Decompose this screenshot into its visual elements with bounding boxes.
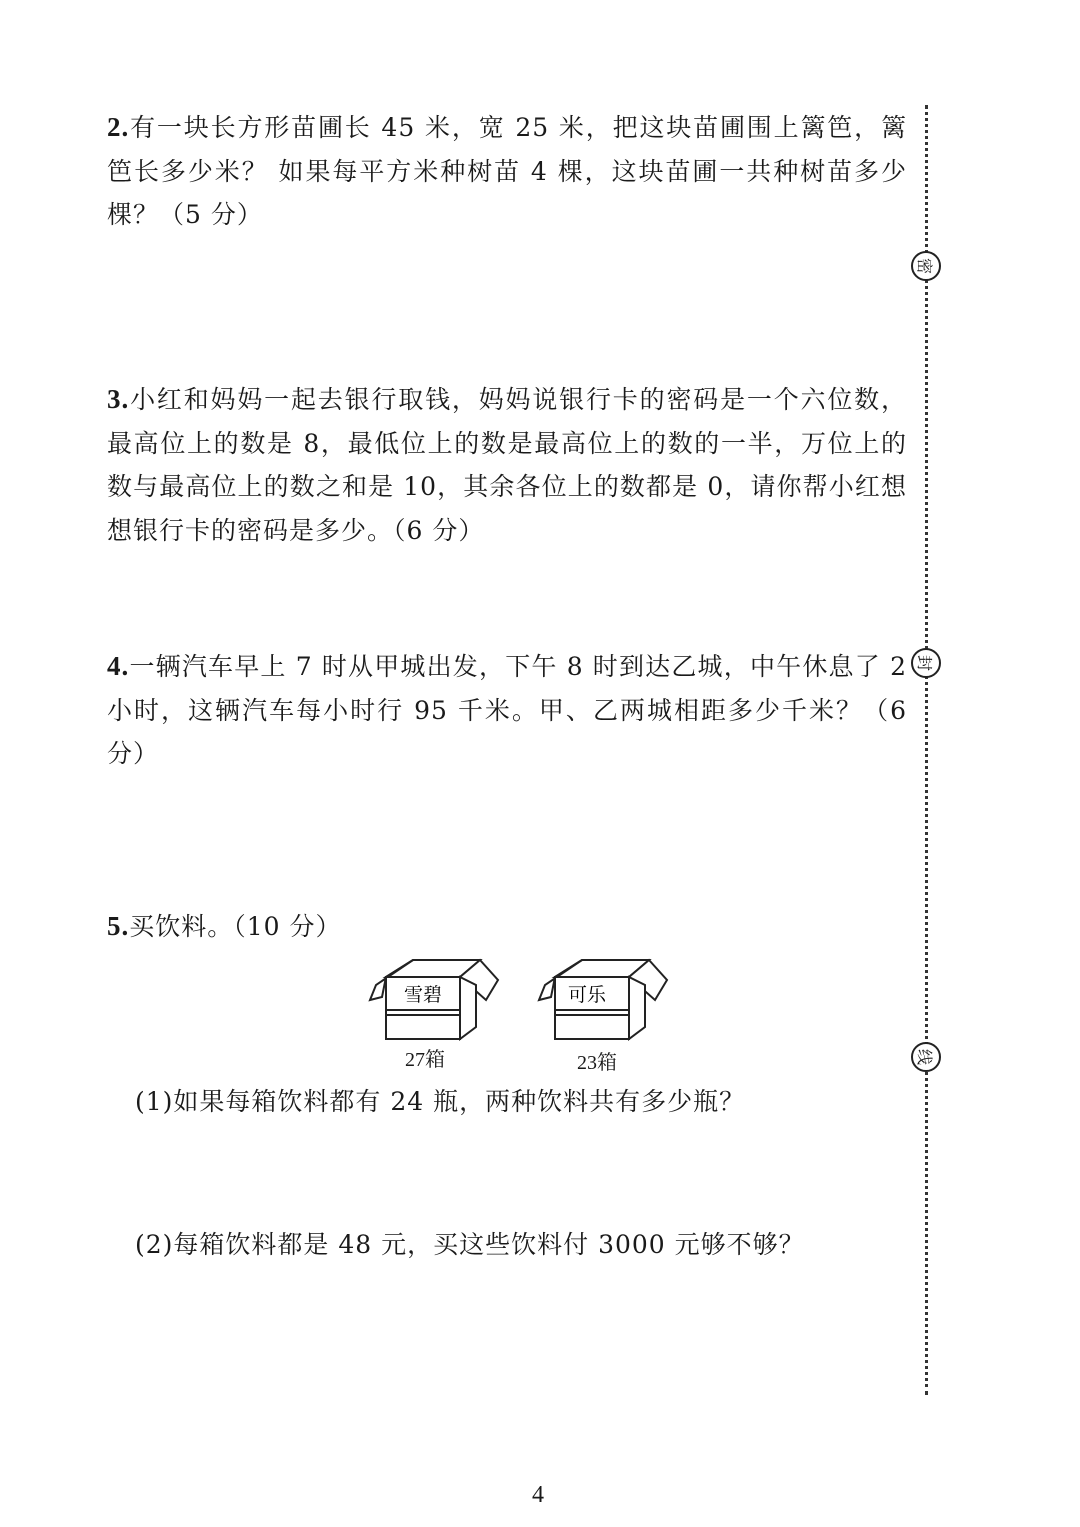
seal-mark: 密 (911, 251, 941, 281)
question-number: 3. (107, 384, 130, 414)
question-text: 买饮料。（10 分） (129, 912, 342, 941)
subquestion-1: (1)如果每箱饮料都有 24 瓶，两种饮料共有多少瓶？ (135, 1087, 746, 1116)
sprite-count: 27箱 (405, 1049, 445, 1071)
subquestion-2: (2)每箱饮料都是 48 元，买这些饮料付 3000 元够不够？ (135, 1230, 805, 1259)
question-number: 2. (107, 112, 130, 142)
question-number: 4. (107, 651, 130, 681)
box-label: 雪碧 (403, 984, 443, 1006)
question-2 (107, 106, 907, 237)
seal-mark: 线 (911, 1042, 941, 1072)
cola-count: 23箱 (577, 1052, 617, 1074)
question-text: 有一块长方形苗圃长 45 米，宽 25 米，把这块苗圃围上篱笆，篱笆长多少米？ 如果每平方米种树苗 4 棵，这块苗圃一共种树苗多少棵？（5 分） (107, 113, 907, 229)
sprite-box-illustration (368, 955, 503, 1045)
question-3 (107, 378, 907, 552)
question-4 (107, 645, 907, 776)
cola-box-illustration (537, 955, 672, 1045)
box-label: 可乐 (567, 984, 607, 1006)
question-number: 5. (107, 911, 130, 941)
binding-line (925, 105, 928, 1395)
question-5 (107, 905, 907, 949)
seal-mark: 封 (911, 648, 941, 678)
question-text: 一辆汽车早上 7 时从甲城出发，下午 8 时到达乙城，中午休息了 2 小时，这辆汽车每小时行 95 千米。甲、乙两城相距多少千米？（6 分） (107, 652, 907, 768)
page-number: 4 (532, 1482, 544, 1508)
question-text: 小红和妈妈一起去银行取钱，妈妈说银行卡的密码是一个六位数，最高位上的数是 8，最低位上的数是最高位上的数的一半，万位上的数与最高位上的数之和是 10，其余各位上的数都是 0，请你帮小红想想银行卡的密码是多少。（6 分） (107, 385, 907, 545)
